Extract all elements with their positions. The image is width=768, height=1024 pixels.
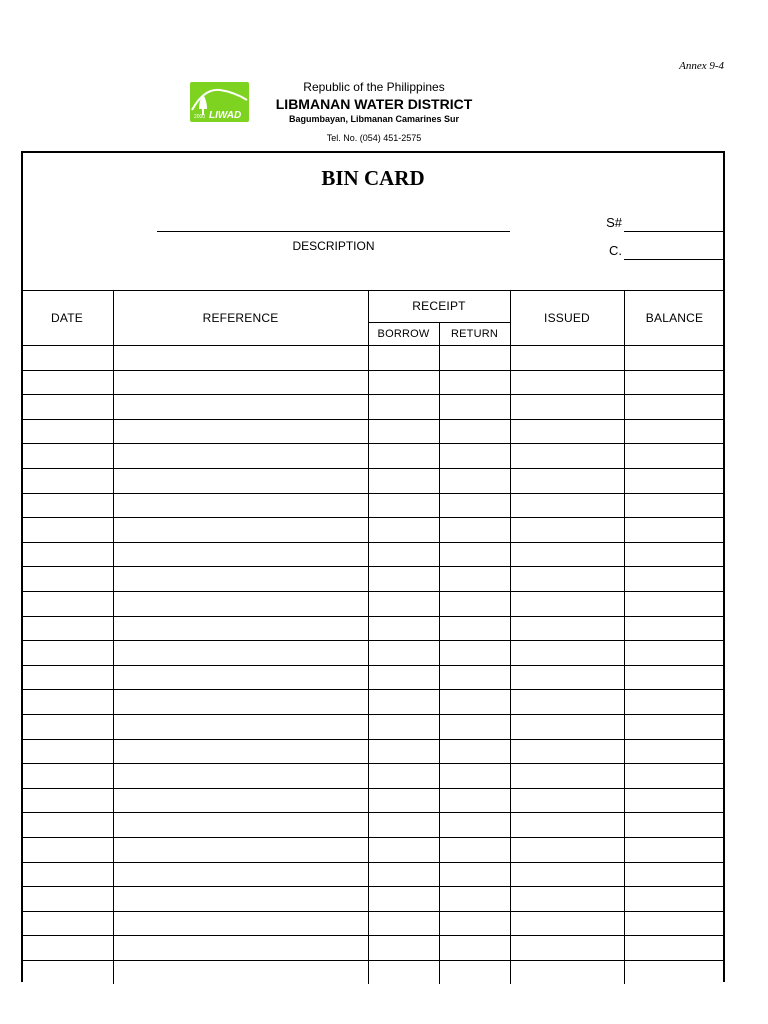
cell-balance[interactable] — [625, 395, 725, 419]
cell-borrow[interactable] — [369, 592, 439, 616]
cell-borrow[interactable] — [369, 469, 439, 493]
cell-balance[interactable] — [625, 518, 725, 542]
cell-borrow[interactable] — [369, 395, 439, 419]
cell-balance[interactable] — [625, 543, 725, 567]
cell-return[interactable] — [440, 518, 510, 542]
cell-balance[interactable] — [625, 444, 725, 468]
cell-date[interactable] — [22, 617, 113, 641]
form-title: BIN CARD — [321, 166, 425, 190]
cell-balance[interactable] — [625, 961, 725, 985]
cell-date[interactable] — [22, 346, 113, 370]
cell-return[interactable] — [440, 420, 510, 444]
cell-balance[interactable] — [625, 764, 725, 788]
cell-issued[interactable] — [511, 764, 624, 788]
cell-borrow[interactable] — [369, 543, 439, 567]
cell-balance[interactable] — [625, 813, 725, 837]
cell-balance[interactable] — [625, 592, 725, 616]
cell-return[interactable] — [440, 543, 510, 567]
cell-reference[interactable] — [114, 666, 368, 690]
cell-borrow[interactable] — [369, 641, 439, 665]
cell-date[interactable] — [22, 961, 113, 985]
cell-date[interactable] — [22, 395, 113, 419]
cell-balance[interactable] — [625, 690, 725, 714]
cell-date[interactable] — [22, 543, 113, 567]
cell-reference[interactable] — [114, 961, 368, 985]
cell-borrow[interactable] — [369, 666, 439, 690]
cell-date[interactable] — [22, 936, 113, 960]
s-number-label: S# — [606, 215, 622, 230]
cell-issued[interactable] — [511, 838, 624, 862]
description-label: DESCRIPTION — [292, 239, 375, 253]
header-address: Bagumbayan, Libmanan Camarines Sur — [288, 114, 460, 124]
cell-balance[interactable] — [625, 371, 725, 395]
cell-reference[interactable] — [114, 764, 368, 788]
cell-date[interactable] — [22, 715, 113, 739]
cell-issued[interactable] — [511, 346, 624, 370]
cell-issued[interactable] — [511, 371, 624, 395]
cell-borrow[interactable] — [369, 912, 439, 936]
cell-return[interactable] — [440, 469, 510, 493]
cell-return[interactable] — [440, 740, 510, 764]
cell-balance[interactable] — [625, 715, 725, 739]
cell-reference[interactable] — [114, 371, 368, 395]
column-header-issued: ISSUED — [544, 310, 590, 325]
cell-balance[interactable] — [625, 863, 725, 887]
cell-reference[interactable] — [114, 543, 368, 567]
cell-issued[interactable] — [511, 863, 624, 887]
column-header-reference: REFERENCE — [202, 310, 279, 325]
cell-return[interactable] — [440, 838, 510, 862]
column-header-receipt: RECEIPT — [412, 299, 466, 313]
logo-text: LIWAD — [209, 110, 242, 121]
cell-balance[interactable] — [625, 887, 725, 911]
cell-borrow[interactable] — [369, 518, 439, 542]
cell-borrow[interactable] — [369, 863, 439, 887]
cell-issued[interactable] — [511, 912, 624, 936]
cell-return[interactable] — [440, 444, 510, 468]
cell-balance[interactable] — [625, 469, 725, 493]
cell-return[interactable] — [440, 887, 510, 911]
cell-reference[interactable] — [114, 346, 368, 370]
cell-return[interactable] — [440, 715, 510, 739]
cell-reference[interactable] — [114, 789, 368, 813]
cell-date[interactable] — [22, 764, 113, 788]
cell-balance[interactable] — [625, 666, 725, 690]
cell-issued[interactable] — [511, 715, 624, 739]
annex-label: Annex 9-4 — [679, 60, 724, 72]
cell-reference[interactable] — [114, 592, 368, 616]
cell-date[interactable] — [22, 863, 113, 887]
cell-reference[interactable] — [114, 863, 368, 887]
cell-return[interactable] — [440, 789, 510, 813]
cell-borrow[interactable] — [369, 444, 439, 468]
cell-reference[interactable] — [114, 494, 368, 518]
cell-issued[interactable] — [511, 543, 624, 567]
cell-return[interactable] — [440, 395, 510, 419]
cell-balance[interactable] — [625, 838, 725, 862]
cell-reference[interactable] — [114, 936, 368, 960]
cell-issued[interactable] — [511, 740, 624, 764]
cell-issued[interactable] — [511, 567, 624, 591]
cell-return[interactable] — [440, 666, 510, 690]
cell-borrow[interactable] — [369, 494, 439, 518]
cell-borrow[interactable] — [369, 764, 439, 788]
cell-reference[interactable] — [114, 690, 368, 714]
cell-date[interactable] — [22, 690, 113, 714]
cell-borrow[interactable] — [369, 813, 439, 837]
cell-issued[interactable] — [511, 641, 624, 665]
cell-return[interactable] — [440, 494, 510, 518]
cell-balance[interactable] — [625, 420, 725, 444]
cell-balance[interactable] — [625, 789, 725, 813]
cell-date[interactable] — [22, 567, 113, 591]
cell-return[interactable] — [440, 863, 510, 887]
cell-borrow[interactable] — [369, 936, 439, 960]
cell-issued[interactable] — [511, 469, 624, 493]
cell-borrow[interactable] — [369, 740, 439, 764]
header-telephone: Tel. No. (054) 451-2575 — [326, 133, 422, 143]
cell-balance[interactable] — [625, 617, 725, 641]
cell-date[interactable] — [22, 444, 113, 468]
cell-borrow[interactable] — [369, 420, 439, 444]
cell-borrow[interactable] — [369, 617, 439, 641]
cell-date[interactable] — [22, 838, 113, 862]
cell-balance[interactable] — [625, 641, 725, 665]
column-header-balance: BALANCE — [645, 310, 704, 325]
cell-reference[interactable] — [114, 420, 368, 444]
cell-date[interactable] — [22, 592, 113, 616]
cell-date[interactable] — [22, 912, 113, 936]
cell-reference[interactable] — [114, 740, 368, 764]
cell-return[interactable] — [440, 346, 510, 370]
cell-issued[interactable] — [511, 617, 624, 641]
column-header-date: DATE — [51, 310, 83, 325]
cell-balance[interactable] — [625, 346, 725, 370]
cell-return[interactable] — [440, 961, 510, 985]
cell-reference[interactable] — [114, 887, 368, 911]
cell-return[interactable] — [440, 641, 510, 665]
cell-issued[interactable] — [511, 961, 624, 985]
cell-date[interactable] — [22, 887, 113, 911]
cell-balance[interactable] — [625, 494, 725, 518]
column-header-return: RETURN — [450, 327, 499, 340]
cell-reference[interactable] — [114, 469, 368, 493]
cell-issued[interactable] — [511, 420, 624, 444]
cell-issued[interactable] — [511, 592, 624, 616]
cell-return[interactable] — [440, 567, 510, 591]
logo-year: 2000 — [194, 114, 206, 120]
cell-issued[interactable] — [511, 690, 624, 714]
cell-return[interactable] — [440, 912, 510, 936]
cell-balance[interactable] — [625, 567, 725, 591]
cell-borrow[interactable] — [369, 961, 439, 985]
cell-return[interactable] — [440, 764, 510, 788]
header-district-name: LIBMANAN WATER DISTRICT — [275, 96, 473, 112]
cell-issued[interactable] — [511, 936, 624, 960]
cell-date[interactable] — [22, 469, 113, 493]
cell-return[interactable] — [440, 371, 510, 395]
cell-issued[interactable] — [511, 887, 624, 911]
cell-reference[interactable] — [114, 617, 368, 641]
cell-date[interactable] — [22, 420, 113, 444]
cell-reference[interactable] — [114, 641, 368, 665]
cell-reference[interactable] — [114, 813, 368, 837]
cell-return[interactable] — [440, 813, 510, 837]
cell-date[interactable] — [22, 518, 113, 542]
cell-borrow[interactable] — [369, 789, 439, 813]
cell-issued[interactable] — [511, 444, 624, 468]
cell-reference[interactable] — [114, 715, 368, 739]
cell-date[interactable] — [22, 789, 113, 813]
cell-date[interactable] — [22, 641, 113, 665]
cell-reference[interactable] — [114, 912, 368, 936]
cell-issued[interactable] — [511, 666, 624, 690]
cell-reference[interactable] — [114, 444, 368, 468]
cell-balance[interactable] — [625, 912, 725, 936]
cell-balance[interactable] — [625, 740, 725, 764]
cell-return[interactable] — [440, 690, 510, 714]
cell-borrow[interactable] — [369, 346, 439, 370]
cell-borrow[interactable] — [369, 371, 439, 395]
cell-issued[interactable] — [511, 494, 624, 518]
cell-issued[interactable] — [511, 813, 624, 837]
cell-borrow[interactable] — [369, 690, 439, 714]
cell-balance[interactable] — [625, 936, 725, 960]
cell-reference[interactable] — [114, 567, 368, 591]
cell-reference[interactable] — [114, 395, 368, 419]
cell-borrow[interactable] — [369, 715, 439, 739]
cell-return[interactable] — [440, 936, 510, 960]
cell-date[interactable] — [22, 813, 113, 837]
cell-issued[interactable] — [511, 518, 624, 542]
cell-date[interactable] — [22, 666, 113, 690]
cell-borrow[interactable] — [369, 567, 439, 591]
c-label: C. — [609, 243, 622, 258]
cell-return[interactable] — [440, 592, 510, 616]
cell-return[interactable] — [440, 617, 510, 641]
cell-reference[interactable] — [114, 838, 368, 862]
cell-issued[interactable] — [511, 789, 624, 813]
column-header-borrow: BORROW — [377, 327, 430, 340]
cell-issued[interactable] — [511, 395, 624, 419]
cell-date[interactable] — [22, 494, 113, 518]
cell-date[interactable] — [22, 740, 113, 764]
cell-borrow[interactable] — [369, 838, 439, 862]
cell-date[interactable] — [22, 371, 113, 395]
header-republic: Republic of the Philippines — [303, 80, 445, 94]
cell-borrow[interactable] — [369, 887, 439, 911]
cell-reference[interactable] — [114, 518, 368, 542]
